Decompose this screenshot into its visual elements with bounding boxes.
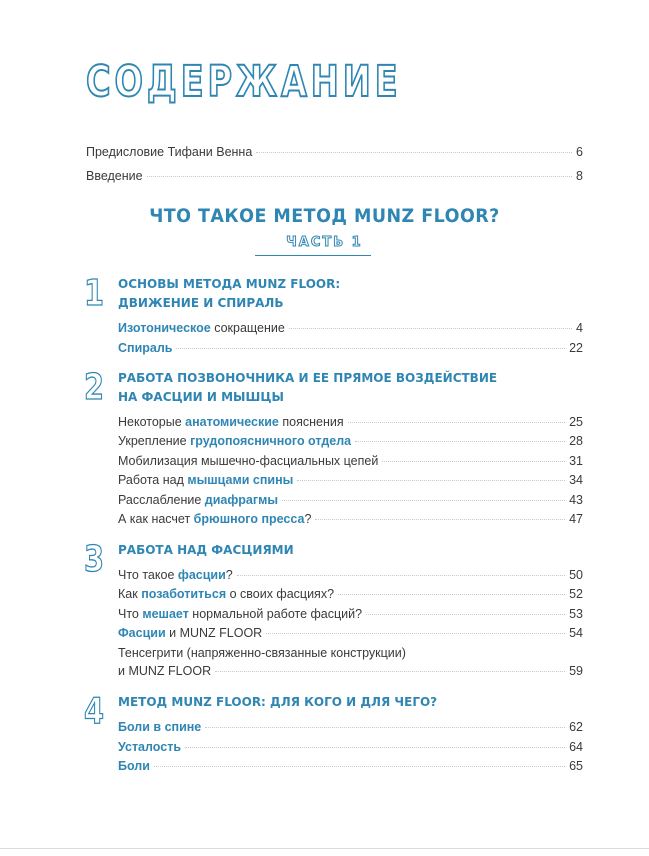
entry-page: 62: [569, 720, 583, 734]
entry-label: Укрепление грудопоясничного отдела: [118, 434, 352, 448]
entry-label: [118, 719, 201, 735]
entry-label: и MUNZ FLOOR: [118, 664, 212, 678]
entry-page: 25: [569, 415, 583, 429]
entry-keyword: мышцами спины: [187, 473, 294, 487]
chapter-number: 3: [84, 539, 105, 580]
entry-label: Работа над мышцами спины: [118, 473, 294, 487]
entry-label: Что такое фасции?: [118, 568, 233, 582]
chapter-number: 4: [84, 691, 105, 732]
entry-label: [118, 340, 172, 356]
dot-leader: [215, 671, 565, 672]
entry-page: 47: [569, 512, 583, 526]
entry-keyword: грудопоясничного отдела: [190, 434, 352, 448]
toc-entry[interactable]: [118, 625, 583, 641]
dot-leader: [348, 422, 565, 423]
part-divider: [255, 255, 371, 256]
toc-entry-line1[interactable]: [118, 645, 583, 661]
page-edge-divider: [0, 848, 649, 849]
chapter-title[interactable]: [118, 541, 538, 560]
entry-page: 34: [569, 473, 583, 487]
toc-entry[interactable]: [118, 719, 583, 735]
dot-leader: [338, 594, 565, 595]
entry-keyword: мешает: [142, 607, 189, 621]
toc-entry[interactable]: [118, 472, 583, 488]
toc-entry[interactable]: [118, 739, 583, 755]
entry-label: [118, 739, 181, 755]
toc-entry[interactable]: [118, 511, 583, 527]
part-label: ЧАСТЬ 1: [286, 235, 363, 250]
entry-label: Тенсегрити (напряженно-связанные конструкции): [118, 646, 406, 660]
entry-page: 50: [569, 568, 583, 582]
entry-label: Что мешает нормальной работе фасций?: [118, 607, 363, 621]
entry-keyword: брюшного пресса: [193, 512, 305, 526]
toc-entry[interactable]: [118, 586, 583, 602]
chapter-title[interactable]: [118, 693, 538, 712]
entry-page: 64: [569, 740, 583, 754]
dot-leader: [289, 328, 572, 329]
chapter-title-line: ДВИЖЕНИЕ И СПИРАЛЬ: [118, 296, 284, 310]
entry-keyword: анатомические: [185, 415, 279, 429]
page-title: СОДЕРЖАНИЕ: [86, 57, 402, 107]
dot-leader: [315, 519, 565, 520]
entry-keyword: диафрагмы: [204, 493, 279, 507]
entry-page: 4: [576, 321, 583, 335]
toc-entry[interactable]: [118, 492, 583, 508]
chapter-number: 2: [84, 367, 105, 408]
dot-leader: [147, 176, 572, 177]
entry-page: 53: [569, 607, 583, 621]
entry-keyword: Усталость: [118, 740, 182, 754]
entry-keyword: Спираль: [118, 341, 173, 355]
entry-page: 6: [576, 145, 583, 159]
toc-entry[interactable]: [86, 144, 583, 160]
dot-leader: [154, 766, 565, 767]
entry-keyword: позаботиться: [141, 587, 227, 601]
entry-page: 52: [569, 587, 583, 601]
entry-keyword: Боли в спине: [118, 720, 202, 734]
dot-leader: [266, 633, 565, 634]
dot-leader: [382, 461, 565, 462]
chapter-title-line: РАБОТА НАД ФАСЦИЯМИ: [118, 543, 294, 557]
chapter-title-line: РАБОТА ПОЗВОНОЧНИКА И ЕЕ ПРЯМОЕ ВОЗДЕЙСТВИЕ: [118, 371, 498, 385]
entry-label: Расслабление диафрагмы: [118, 493, 279, 507]
dot-leader: [297, 480, 565, 481]
entry-label: Некоторые анатомические пояснения: [118, 415, 344, 429]
entry-keyword: Фасции: [118, 626, 166, 640]
dot-leader: [355, 441, 565, 442]
chapter-title-line: НА ФАСЦИИ И МЫШЦЫ: [118, 390, 284, 404]
toc-entry[interactable]: [118, 433, 583, 449]
entry-page: 28: [569, 434, 583, 448]
toc-entry[interactable]: [118, 567, 583, 583]
chapter-title[interactable]: [118, 275, 538, 313]
chapter-title-line: ОСНОВЫ МЕТОДА MUNZ FLOOR:: [118, 277, 341, 291]
toc-entry[interactable]: [118, 340, 583, 356]
entry-page: 65: [569, 759, 583, 773]
dot-leader: [205, 727, 565, 728]
dot-leader: [185, 747, 565, 748]
entry-label: А как насчет брюшного пресса?: [118, 512, 312, 526]
entry-label: Введение: [86, 169, 143, 183]
entry-page: 59: [569, 664, 583, 678]
entry-page: 31: [569, 454, 583, 468]
entry-page: 43: [569, 493, 583, 507]
dot-leader: [366, 614, 565, 615]
entry-page: 54: [569, 626, 583, 640]
toc-entry[interactable]: [118, 320, 583, 336]
toc-entry[interactable]: [118, 453, 583, 469]
chapter-number: 1: [84, 273, 105, 314]
entry-keyword: Изотоническое: [118, 321, 211, 335]
dot-leader: [237, 575, 565, 576]
entry-label: Мобилизация мышечно-фасциальных цепей: [118, 454, 379, 468]
part-heading: ЧТО ТАКОЕ МЕТОД MUNZ FLOOR?: [149, 205, 500, 227]
entry-page: 22: [569, 341, 583, 355]
dot-leader: [176, 348, 565, 349]
entry-keyword: Боли: [118, 759, 150, 773]
entry-label: [118, 758, 150, 774]
toc-entry[interactable]: [86, 168, 583, 184]
entry-label: Изотоническое сокращение: [118, 321, 285, 335]
entry-keyword: фасции: [177, 568, 226, 582]
dot-leader: [282, 500, 565, 501]
toc-entry[interactable]: [118, 663, 583, 679]
entry-page: 8: [576, 169, 583, 183]
toc-entry[interactable]: [118, 606, 583, 622]
toc-entry[interactable]: [118, 758, 583, 774]
entry-label: Предисловие Тифани Венна: [86, 145, 253, 159]
toc-entry[interactable]: [118, 414, 583, 430]
dot-leader: [256, 152, 572, 153]
chapter-title-line: МЕТОД MUNZ FLOOR: ДЛЯ КОГО И ДЛЯ ЧЕГО?: [118, 695, 438, 709]
chapter-title[interactable]: [118, 369, 538, 407]
entry-label: Фасции и MUNZ FLOOR: [118, 626, 263, 640]
entry-label: Как позаботиться о своих фасциях?: [118, 587, 335, 601]
